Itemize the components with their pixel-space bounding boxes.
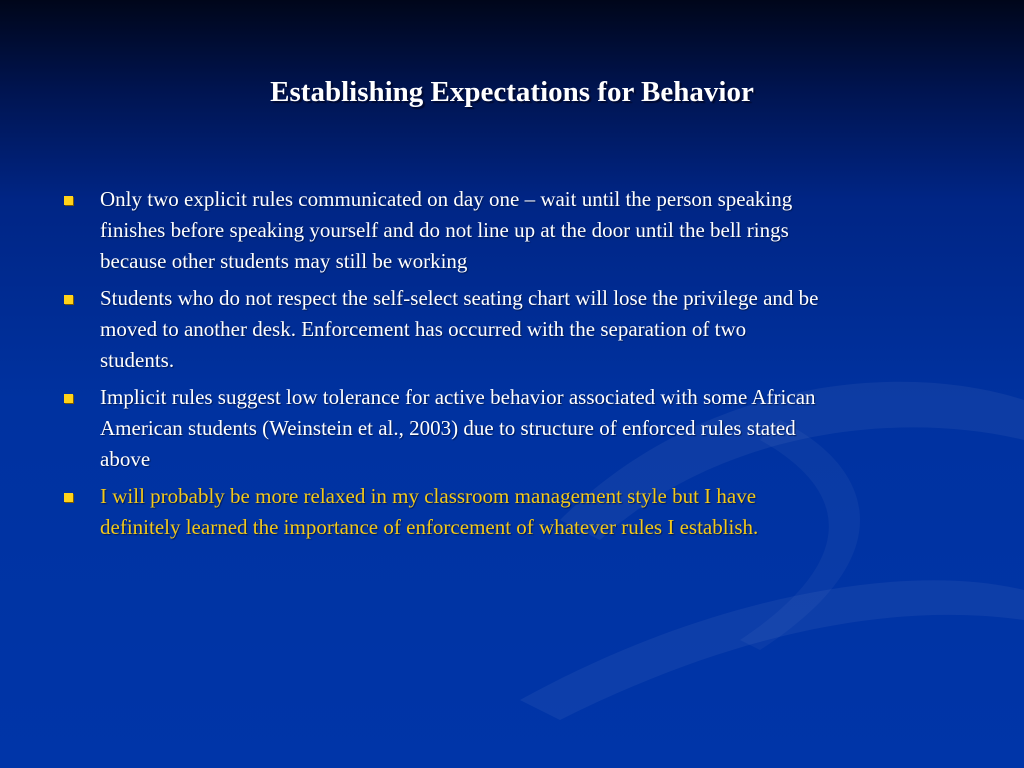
square-bullet-icon (64, 493, 73, 502)
bullet-list (62, 184, 962, 549)
bullet-item-highlighted (62, 481, 962, 543)
bullet-item (62, 382, 962, 475)
bullet-text-line: American students (Weinstein et al., 2003) due to structure of enforced rules stated (100, 416, 796, 440)
bullet-item (62, 283, 962, 376)
square-bullet-icon (64, 196, 73, 205)
bullet-text-line: I will probably be more relaxed in my classroom management style but I have (100, 484, 757, 508)
bullet-text-line: students. (100, 348, 175, 372)
bullet-text-line: Only two explicit rules communicated on day one – wait until the person speaking (100, 187, 793, 211)
square-bullet-icon (64, 295, 73, 304)
bullet-text-line: above (100, 447, 151, 471)
bullet-text-line: Implicit rules suggest low tolerance for active behavior associated with some African (100, 385, 816, 409)
bullet-text-line: because other students may still be working (100, 249, 468, 273)
slide-title: Establishing Expectations for Behavior (270, 76, 754, 108)
square-bullet-icon (64, 394, 73, 403)
bullet-text-line: finishes before speaking yourself and do not line up at the door until the bell rings (100, 218, 789, 242)
bullet-text-line: Students who do not respect the self-select seating chart will lose the privilege and be (100, 286, 819, 310)
bullet-item (62, 184, 962, 277)
bullet-text-line: moved to another desk. Enforcement has occurred with the separation of two (100, 317, 747, 341)
bullet-text-line: definitely learned the importance of enforcement of whatever rules I establish. (100, 515, 759, 539)
